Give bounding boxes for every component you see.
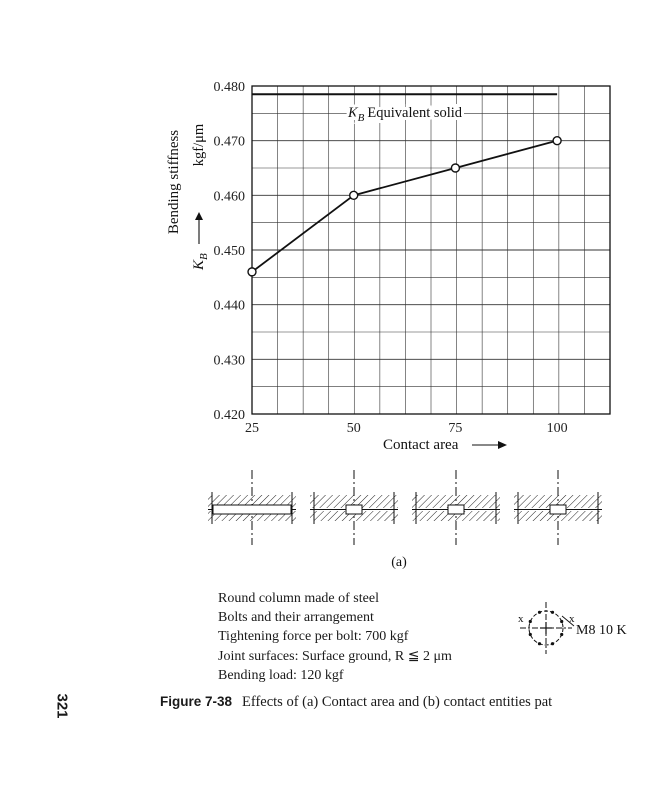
data-point-75: [451, 164, 459, 172]
joint-diagram-2: [310, 470, 398, 545]
y-axis-labels: [166, 123, 210, 271]
y-tick-label: 0.470: [213, 134, 245, 150]
x-axis-label-group: [383, 437, 507, 453]
panel-label-a: (a): [391, 555, 407, 570]
bolt-hole: [538, 642, 541, 645]
figure-caption-label: Figure 7-38: [160, 694, 233, 709]
bolt-axis-mark-right: x: [569, 613, 575, 625]
x-tick-label: 25: [245, 421, 259, 436]
y-axis-arrow-head: [195, 212, 203, 220]
bolt-spec-label: M8 10 K: [576, 623, 627, 638]
contact-pad: [448, 505, 464, 514]
spec-tightening-force: Tightening force per bolt: 700 kgf: [218, 629, 409, 644]
y-axis-unit-group: [191, 123, 207, 166]
y-tick-label: 0.460: [213, 189, 245, 205]
joint-diagram-3: [412, 470, 500, 545]
bolt-hole: [538, 611, 541, 614]
page-number: 321: [53, 693, 71, 719]
y-axis-unit: kgf/μm: [191, 123, 207, 167]
y-axis-symbol: $K_B$: [191, 253, 210, 270]
y-tick-label: 0.440: [213, 298, 245, 314]
y-tick-label: 0.480: [213, 80, 245, 95]
joint-diagram-1: [208, 470, 296, 545]
reference-line-group: [252, 94, 557, 124]
joint-diagram-4: [514, 470, 602, 545]
x-tick-label: 100: [546, 421, 568, 436]
joint-cross-section-diagrams: [208, 470, 602, 570]
series-line: [252, 141, 557, 272]
chart-grid: [252, 86, 610, 414]
reference-line-label: $K_B$ Equivalent solid: [348, 105, 463, 124]
y-axis-label-main: [166, 130, 182, 234]
x-tick-label: 50: [346, 421, 361, 436]
spec-bending-load: Bending load: 120 kgf: [218, 668, 344, 683]
data-point-25: [248, 268, 256, 276]
contact-pad: [213, 505, 291, 514]
x-axis-arrow-head: [498, 441, 507, 449]
bolt-hole: [551, 611, 554, 614]
spec-material: Round column made of steel: [218, 591, 379, 606]
bolt-axis-mark-left: x: [518, 613, 524, 625]
contact-pad: [346, 505, 362, 514]
x-tick-label: 75: [448, 421, 463, 436]
y-axis-title: Bending stiffness: [166, 129, 182, 235]
y-tick-label: 0.450: [213, 244, 245, 259]
tick-labels: [214, 80, 568, 436]
bolt-hole: [560, 633, 563, 636]
y-tick-label: 0.430: [213, 353, 245, 369]
y-tick-label: 0.420: [213, 408, 245, 423]
data-point-100: [553, 137, 561, 145]
spec-bolts: Bolts and their arrangement: [218, 610, 374, 625]
bolt-hole: [560, 620, 563, 623]
figure-caption-text: Effects of (a) Contact area and (b) contact entities pat: [242, 694, 553, 710]
bolt-hole: [551, 642, 554, 645]
bolt-hole: [529, 620, 532, 623]
contact-pad: [550, 505, 566, 514]
data-point-50: [350, 191, 358, 199]
y-axis-symbol-group: [191, 212, 210, 271]
spec-joint-surfaces: Joint surfaces: Surface ground, R ≦ 2 μm: [218, 649, 452, 664]
x-axis-title: Contact area: [383, 437, 459, 453]
bolt-hole: [529, 633, 532, 636]
data-series: [248, 137, 561, 276]
bolt-arrangement-diagram: [518, 602, 627, 654]
figure-caption: [160, 694, 552, 711]
